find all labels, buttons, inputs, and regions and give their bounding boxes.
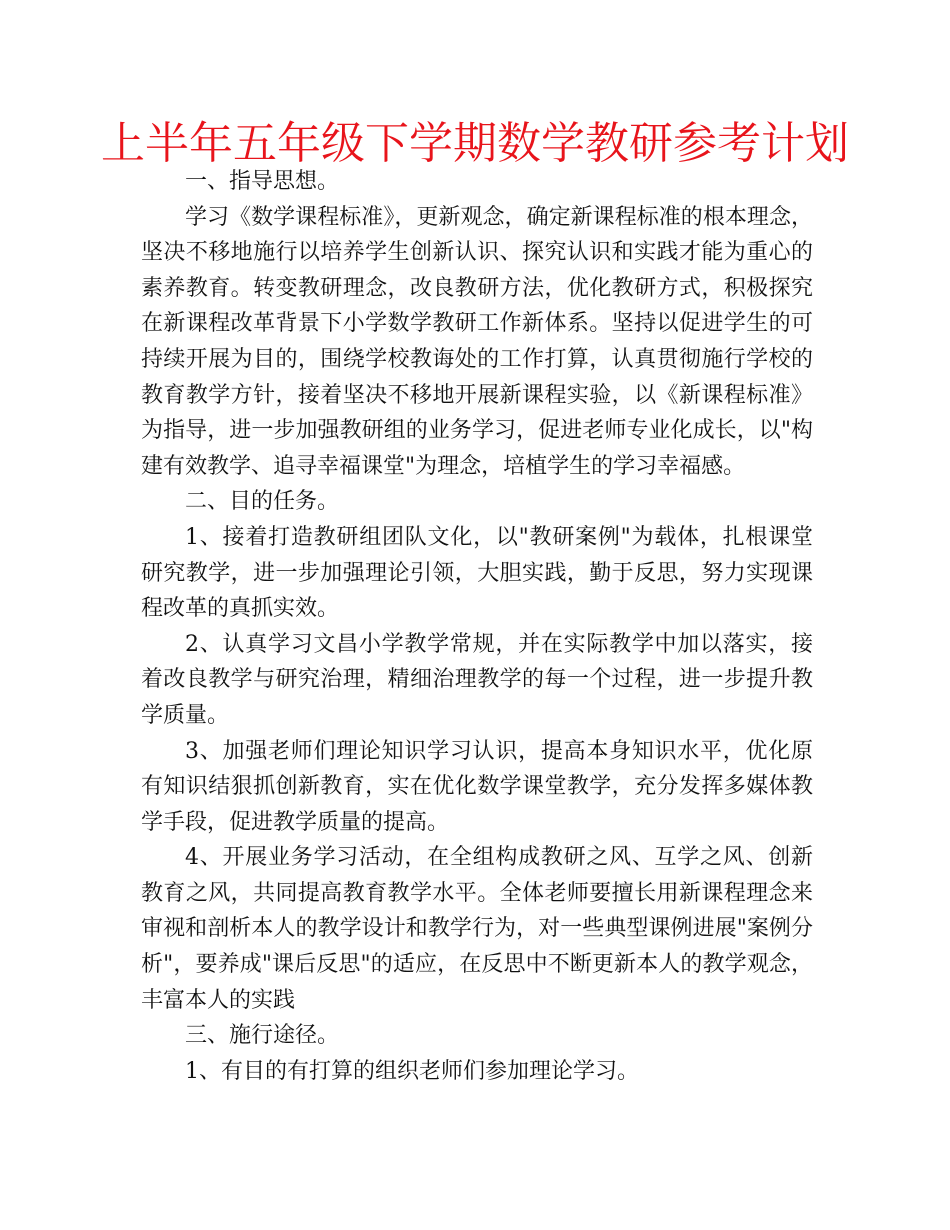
paragraph-objective-4: 4、开展业务学习活动，在全组构成教研之风、互学之风、创新教育之风，共同提高教育教学水平。全体老师要擅长用新课程理念来审视和剖析本人的教学设计和教学行为，对一些典型课例进展"案例分析"，要养成"课后反思"的适应，在反思中不断更新本人的教学观念，丰富本人的实践 bbox=[141, 845, 813, 1013]
document-body bbox=[141, 164, 813, 1089]
paragraph-guiding-ideology: 学习《数学课程标准》，更新观念，确定新课程标准的根本理念，坚决不移地施行以培养学生创新认识、探究认识和实践才能为重心的素养教育。转变教研理念，改良教研方法，优化教研方式，积极探究在新课程改革背景下小学数学教研工作新体系。坚持以促进学生的可持续开展为目的，围绕学校教诲处的工作打算，认真贯彻施行学校的教育教学方针，接着坚决不移地开展新课程实验，以《新课程标准》为指导，进一步加强教研组的业务学习，促进老师专业化成长，以"构建有效教学、追寻幸福课堂"为理念，培植学生的学习幸福感。 bbox=[141, 204, 813, 479]
paragraph-objective-3: 3、加强老师们理论知识学习认识，提高本身知识水平，优化原有知识结狠抓创新教育，实在优化数学课堂教学，充分发挥多媒体教学手段，促进教学质量的提高。 bbox=[141, 738, 813, 835]
paragraph-objective-2: 2、认真学习文昌小学教学常规，并在实际教学中加以落实，接着改良教学与研究治理，精细治理教学的每一个过程，进一步提升教学质量。 bbox=[141, 631, 813, 728]
section-heading-guiding-ideology: 一、指导思想。 bbox=[185, 169, 340, 194]
document-title: 上半年五年级下学期数学教研参考计划 bbox=[101, 118, 849, 169]
section-heading-implementation: 三、施行途径。 bbox=[185, 1023, 340, 1049]
paragraph-objective-1: 1、接着打造教研组团队文化，以"教研案例"为载体，扎根课堂研究教学，进一步加强理论引领，大胆实践，勤于反思，努力实现课程改革的真抓实效。 bbox=[141, 524, 813, 622]
paragraph-implementation-1: 1、有目的有打算的组织老师们参加理论学习。 bbox=[185, 1058, 639, 1084]
section-heading-objectives: 二、目的任务。 bbox=[185, 489, 340, 515]
